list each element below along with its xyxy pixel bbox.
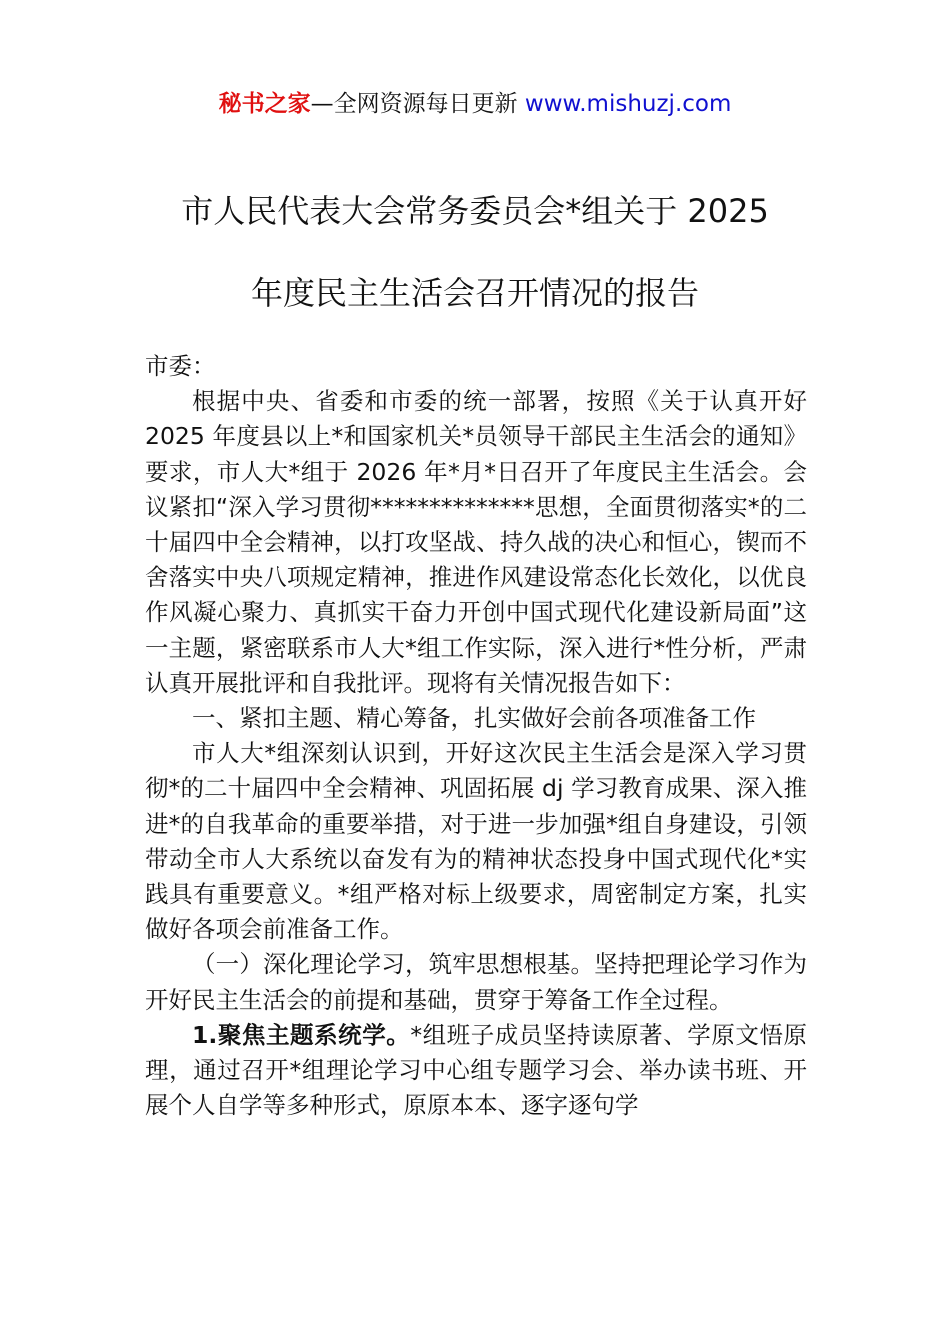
site-url-link[interactable]: www.mishuzj.com: [524, 91, 732, 117]
document-body: [145, 349, 807, 1123]
header-tagline: —全网资源每日更新: [310, 91, 525, 117]
document-title: [130, 186, 820, 318]
item1-text: *组班子成员坚持读原著、学原文悟原理，通过召开*组理论学习中心组专题学习会、举办读书班、开展个人自学等多种形式，原原本本、逐字逐句学: [145, 1020, 808, 1120]
paragraph-subsection1: （一）深化理论学习，筑牢思想根基。坚持把理论学习作为开好民主生活会的前提和基础，贯穿于筹备工作全过程。: [145, 950, 807, 1014]
paragraph-item1: [145, 1018, 807, 1124]
title-line-1: 市人民代表大会常务委员会*组关于 2025: [181, 192, 769, 230]
item1-lead: 1.聚焦主题系统学。: [192, 1020, 411, 1049]
section-heading-1: 一、紧扣主题、精心筹备，扎实做好会前各项准备工作: [192, 704, 756, 733]
site-header-banner: [0, 88, 950, 120]
paragraph-intro: 根据中央、省委和市委的统一部署，按照《关于认真开好 2025 年度县以上*和国家机关*员领导干部民主生活会的通知》要求，市人大*组于 2026 年*月*日召开了年度民主生活会。会议紧扣“深入学习贯彻**************思想，全面贯彻落实*的二十届四中全会精神，以打攻坚战、持久战的决心和恒心，锲而不舍落实中央八项规定精神，推进作风建设常态化长效化，以优良作风凝心聚力、真抓实干奋力开创中国式现代化建设新局面”这一主题，紧密联系市人大*组工作实际，深入进行*性分析，严肃认真开展批评和自我批评。现将有关情况报告如下：: [145, 387, 807, 697]
brand-name: 秘书之家: [218, 91, 311, 117]
salutation: 市委：: [145, 352, 216, 380]
paragraph-section1: 市人大*组深刻认识到，开好这次民主生活会是深入学习贯彻*的二十届四中全会精神、巩固拓展 dj 学习教育成果、深入推进*的自我革命的重要举措，对于进一步加强*组自身建设，引领带动全市人大系统以奋发有为的精神状态投身中国式现代化*实践具有重要意义。*组严格对标上级要求，周密制定方案，扎实做好各项会前准备工作。: [145, 739, 807, 944]
title-line-2: 年度民主生活会召开情况的报告: [250, 274, 699, 312]
